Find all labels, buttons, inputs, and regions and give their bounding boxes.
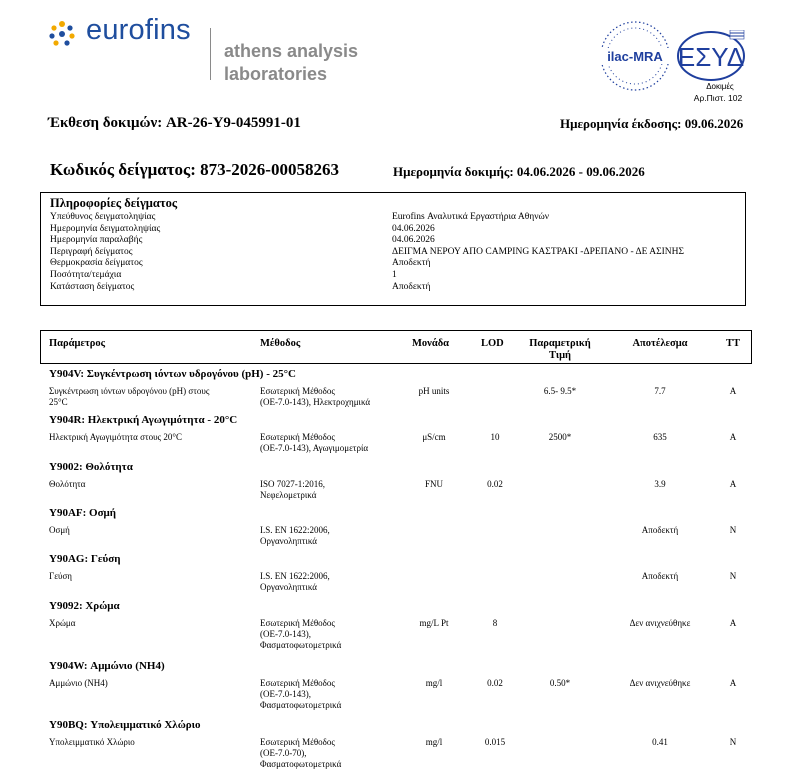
tt-value: N <box>729 525 737 535</box>
report-title: Έκθεση δοκιμών: AR-26-Y9-045991-01 <box>48 115 301 131</box>
parameter-group-title: Y9092: Χρώμα <box>49 600 120 612</box>
method-text: (ΟΕ-7.0-143), Ηλεκτροχημικά <box>260 397 371 407</box>
col-header-result: Αποτέλεσμα <box>632 338 688 349</box>
parameter-group-title: Y90AG: Γεύση <box>49 553 121 565</box>
result-value: 3.9 <box>654 479 666 489</box>
parameter-group-title: Y904V: Συγκέντρωση ιόντων υδρογόνου (pH) - 25°C <box>49 368 296 380</box>
col-header-parameter: Παράμετρος <box>49 338 106 349</box>
sample-info-value: Eurofins Αναλυτικά Εργαστήρια Αθηνών <box>392 212 550 222</box>
brand-name: eurofins <box>86 14 191 46</box>
sample-info-label: Ημερομηνία δειγματοληψίας <box>50 223 161 234</box>
sample-info-label: Υπεύθυνος δειγματοληψίας <box>50 212 156 222</box>
sample-info-value: 04.06.2026 <box>392 223 435 234</box>
result-value: 635 <box>653 432 667 442</box>
ilac-mra-logo-icon <box>596 18 674 94</box>
parameter-group-title: Y90AF: Οσμή <box>49 507 117 519</box>
col-header-method: Μέθοδος <box>260 338 301 349</box>
sample-info-label: Περιγραφή δείγματος <box>50 246 133 257</box>
parameter-name: 25°C <box>49 397 68 407</box>
parameter-group-title: Y9002: Θολότητα <box>49 461 133 473</box>
header-divider <box>210 28 211 80</box>
parametric-value: 6.5- 9.5* <box>543 386 577 396</box>
parameter-name: Χρώμα <box>49 618 76 628</box>
parameter-name: Θολότητα <box>49 479 86 489</box>
lod-value: 10 <box>490 432 500 442</box>
parameter-name: Γεύση <box>49 571 72 581</box>
col-header-spec-2: Τιμή <box>549 350 571 361</box>
svg-text:ilac-MRA: ilac-MRA <box>607 49 663 64</box>
parameter-name: Συγκέντρωση ιόντων υδρογόνου (pH) στους <box>49 386 210 396</box>
result-value: Αποδεκτή <box>641 571 679 581</box>
sample-info-label: Ημερομηνία παραλαβής <box>50 235 143 246</box>
sample-code: Κωδικός δείγματος: 873-2026-00058263 <box>50 160 339 179</box>
parametric-value: 2500* <box>548 432 572 442</box>
unit-value: mg/l <box>425 678 443 688</box>
method-text: Οργανοληπτικά <box>260 582 317 592</box>
unit-value: μS/cm <box>422 432 446 442</box>
method-text: Εσωτερική Μέθοδος <box>260 432 335 442</box>
sample-info-label: Θερμοκρασία δείγματος <box>50 258 143 269</box>
method-text: Φασματοφωτομετρικά <box>260 700 342 710</box>
parameter-name: Οσμή <box>49 525 70 535</box>
tt-value: N <box>729 571 737 581</box>
col-header-unit: Μονάδα <box>412 338 450 349</box>
method-text: ISO 7027-1:2016, <box>260 479 325 489</box>
result-value: 0.41 <box>652 737 668 747</box>
parameter-group-title: Y904W: Αμμώνιο (NH4) <box>49 660 165 672</box>
col-header-spec-1: Παραμετρική <box>529 338 591 349</box>
brand-subtitle-1: athens analysis <box>224 41 359 61</box>
sample-info-value: ΔΕΙΓΜΑ ΝΕΡΟΥ ΑΠΟ CAMPING ΚΑΣΤΡΑΚΙ -ΔΡΕΠΑΝΟ - ΔΕ ΑΣΙΝΗΣ <box>392 246 685 257</box>
sample-info-label: Ποσότητα/τεμάχια <box>50 270 122 280</box>
parameter-name: Υπολειμματικό Χλώριο <box>49 737 135 747</box>
result-value: Δεν ανιχνεύθηκε <box>629 678 691 688</box>
test-date: Ημερομηνία δοκιμής: 04.06.2026 - 09.06.2026 <box>393 164 645 179</box>
esyd-caption-1: Δοκιμές <box>706 82 734 91</box>
tt-value: A <box>729 678 737 688</box>
tt-value: A <box>729 618 737 628</box>
method-text: (ΟΕ-7.0-143), <box>260 629 311 639</box>
parametric-value: 0.50* <box>549 678 571 688</box>
parameter-group-title: Y90BQ: Υπολειμματικό Χλώριο <box>49 719 201 731</box>
brand-subtitle-2: laboratories <box>224 64 328 84</box>
issue-date: Ημερομηνία έκδοσης: 09.06.2026 <box>560 116 744 131</box>
result-value: Αποδεκτή <box>641 525 679 535</box>
parameter-group-title: Y904R: Ηλεκτρική Αγωγιμότητα - 20°C <box>49 414 238 426</box>
method-text: Νεφελομετρικά <box>260 490 317 500</box>
esyd-caption-2: Αρ.Πιστ. 102 <box>693 93 743 103</box>
lod-value: 0.02 <box>487 479 503 489</box>
method-text: (ΟΕ-7.0-143), Αγωγιμομετρία <box>260 443 369 453</box>
unit-value: pH units <box>418 386 450 396</box>
tt-value: A <box>729 432 737 442</box>
esyd-logo-icon <box>676 30 746 82</box>
method-text: Εσωτερική Μέθοδος <box>260 618 335 628</box>
sample-info-value: 04.06.2026 <box>392 235 435 246</box>
method-text: Οργανοληπτικά <box>260 536 317 546</box>
unit-value: mg/L Pt <box>419 618 449 628</box>
result-value: 7.7 <box>654 386 666 396</box>
lod-value: 0.015 <box>484 737 506 747</box>
sample-info-value: Αποδεκτή <box>392 281 431 292</box>
unit-value: FNU <box>424 479 443 489</box>
unit-value: mg/l <box>425 737 443 747</box>
method-text: Φασματοφωτομετρικά <box>260 640 342 650</box>
method-text: Εσωτερική Μέθοδος <box>260 678 335 688</box>
method-text: Εσωτερική Μέθοδος <box>260 386 335 396</box>
method-text: Φασματοφωτομετρικά <box>260 759 342 769</box>
method-text: (ΟΕ-7.0-143), <box>260 689 311 699</box>
col-header-lod: LOD <box>481 338 504 349</box>
sample-info-label: Κατάσταση δείγματος <box>50 281 135 292</box>
parameter-name: Ηλεκτρική Αγωγιμότητα στους 20°C <box>49 432 182 442</box>
tt-value: A <box>729 479 737 489</box>
lod-value: 8 <box>492 618 498 628</box>
lod-value: 0.02 <box>487 678 503 688</box>
method-text: I.S. EN 1622:2006, <box>260 571 330 581</box>
method-text: (ΟΕ-7.0-70), <box>260 748 307 758</box>
result-value: Δεν ανιχνεύθηκε <box>629 618 691 628</box>
eurofins-dots-logo-icon <box>48 20 76 48</box>
method-text: I.S. EN 1622:2006, <box>260 525 330 535</box>
sample-info-heading: Πληροφορίες δείγματος <box>50 196 178 210</box>
method-text: Εσωτερική Μέθοδος <box>260 737 335 747</box>
tt-value: A <box>729 386 737 396</box>
parameter-name: Αμμώνιο (NH4) <box>49 678 108 688</box>
col-header-tt: TT <box>725 338 740 349</box>
tt-value: N <box>729 737 737 747</box>
sample-info-value: Αποδεκτή <box>392 258 431 269</box>
svg-text:ΕΣΥΔ: ΕΣΥΔ <box>677 42 745 72</box>
sample-info-value: 1 <box>392 270 397 280</box>
